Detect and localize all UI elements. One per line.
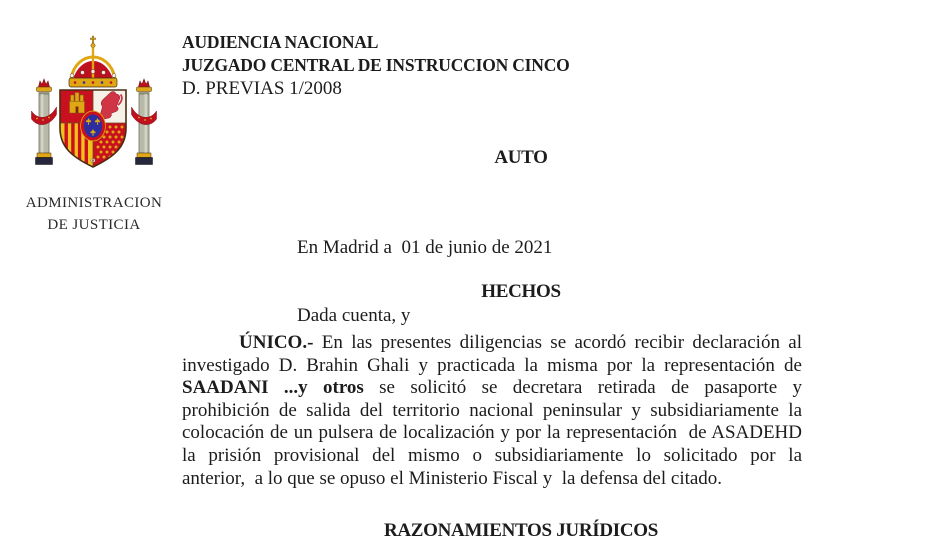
razonamientos-heading: RAZONAMIENTOS JURÍDICOS bbox=[383, 520, 659, 541]
paragraph-line: ÚNICO.- En las presentes diligencias se acordó recibir declaración al bbox=[239, 332, 802, 353]
case-reference: D. PREVIAS 1/2008 bbox=[182, 78, 342, 99]
auto-heading: AUTO bbox=[494, 147, 548, 168]
court-name: AUDIENCIA NACIONAL bbox=[182, 32, 379, 52]
place-date-line: En Madrid a 01 de junio de 2021 bbox=[297, 237, 553, 258]
paragraph-line: la prisión provisional del mismo o subsidiariamente lo solicitado por la bbox=[182, 444, 802, 466]
paragraph-line: prohibición de salida del territorio nacional peninsular y subsidiariamente la bbox=[182, 399, 802, 421]
spain-coat-of-arms-svg bbox=[31, 33, 157, 173]
admin-label-line1: ADMINISTRACION bbox=[25, 195, 163, 211]
admin-label-line2: DE JUSTICIA bbox=[47, 217, 141, 233]
dada-cuenta-line: Dada cuenta, y bbox=[297, 304, 411, 326]
paragraph-line: colocación de un pulsera de localización y por la representación de ASADEHD bbox=[182, 422, 802, 444]
administration-of-justice-label bbox=[14, 192, 174, 236]
shield bbox=[60, 90, 126, 167]
paragraph-line: anterior, a lo que se opuso el Ministerio Fiscal y la defensa del citado. bbox=[182, 467, 723, 489]
paragraph-line: investigado D. Brahin Ghali y practicada la misma por la representación de bbox=[182, 354, 802, 376]
unico-paragraph bbox=[182, 332, 802, 490]
court-header bbox=[182, 31, 570, 100]
paragraph-line: SAADANI ...y otros se solicitó se decretara retirada de pasaporte y bbox=[182, 377, 802, 399]
royal-crown bbox=[69, 36, 117, 87]
spain-coat-of-arms-icon bbox=[31, 33, 157, 173]
court-section: JUZGADO CENTRAL DE INSTRUCCION CINCO bbox=[182, 55, 570, 75]
hechos-heading: HECHOS bbox=[481, 281, 561, 302]
